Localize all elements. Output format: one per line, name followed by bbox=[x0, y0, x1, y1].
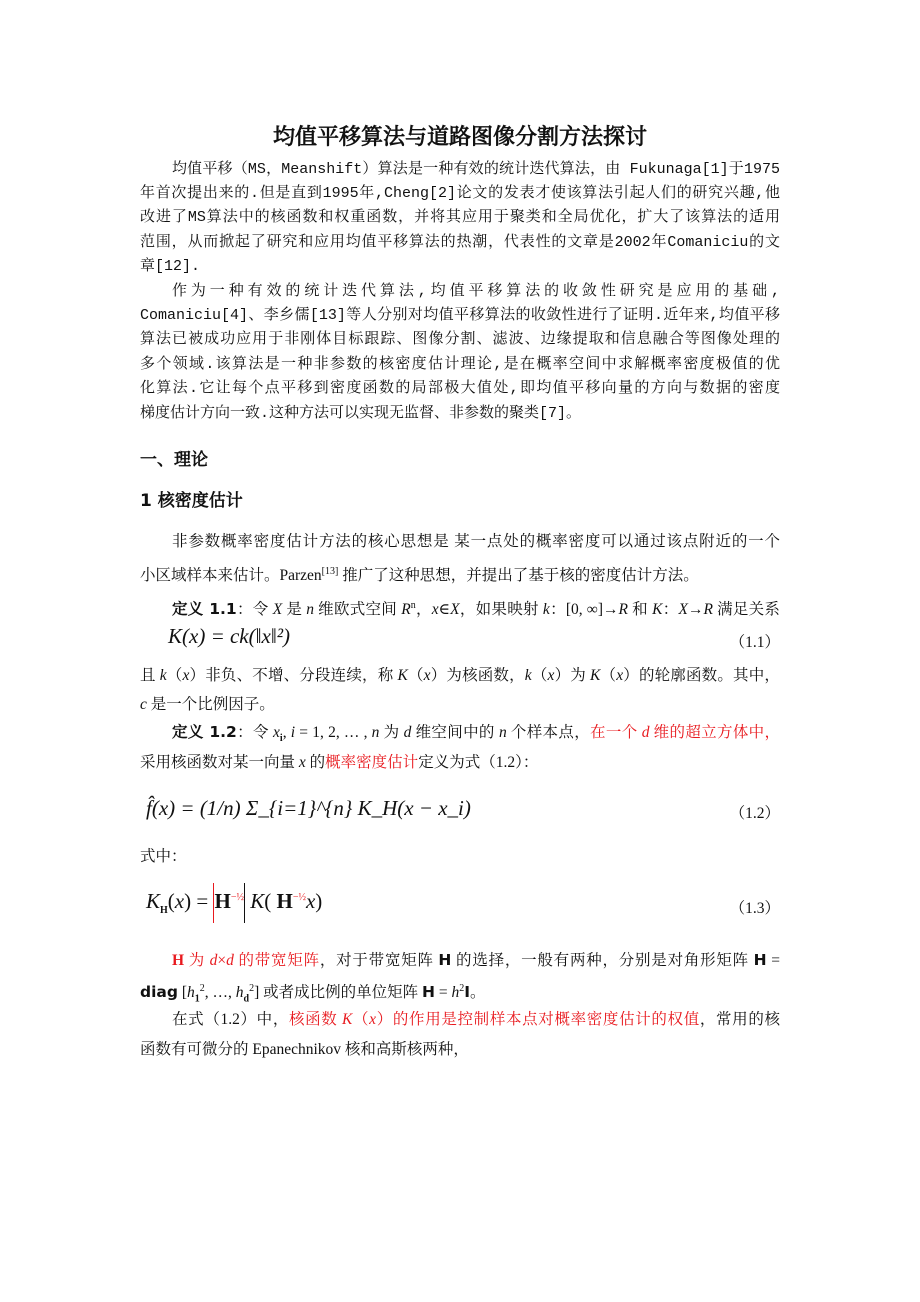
text-line bbox=[140, 184, 780, 204]
text-span: , bbox=[282, 724, 291, 741]
text-span: ）为核函数， bbox=[430, 667, 525, 684]
equation-number: （1.2） bbox=[729, 805, 780, 822]
text-span: d bbox=[403, 724, 412, 741]
text-span: k bbox=[542, 601, 550, 619]
text-line bbox=[172, 950, 780, 971]
text-span: （ bbox=[166, 667, 183, 684]
text-span: H bbox=[753, 951, 767, 969]
text-span: n bbox=[410, 600, 416, 611]
text-line bbox=[140, 233, 780, 253]
highlighted-text: ）的作用是控制样本点对概率密度估计的权值 bbox=[376, 1011, 700, 1028]
text-span: 且 bbox=[140, 667, 160, 684]
text-span: 是一个比例因子。 bbox=[146, 696, 275, 713]
text-span: X bbox=[450, 601, 460, 619]
text-span: K bbox=[590, 667, 601, 684]
text-span: 2 bbox=[249, 983, 255, 994]
text-span: R bbox=[401, 601, 411, 619]
equation-1-3: $K_H(x) = H^{-\frac{1}{2}}$ K( $H^{-\frac{1}{2}}x$) bbox=[146, 883, 322, 923]
text-span: ）非负、不增、分段连续，称 bbox=[189, 667, 398, 684]
text-span: i bbox=[290, 724, 296, 741]
text-span: , …, bbox=[204, 984, 236, 1002]
text-span: 的 bbox=[305, 754, 326, 771]
document-title: 均值平移算法与道路图像分割方法探讨 bbox=[272, 125, 647, 150]
text-span: 2 bbox=[459, 983, 465, 994]
subsection-heading-kde: 1 核密度估计 bbox=[140, 491, 243, 511]
text-span: 算法已被成功应用于非刚体目标跟踪、图像分割、滤波、边缘提取和信息融合等图像处理的 bbox=[140, 331, 780, 348]
highlighted-text: × bbox=[217, 952, 227, 969]
text-span: n bbox=[306, 601, 315, 619]
highlighted-text: 在一个 bbox=[590, 724, 642, 741]
text-span: k bbox=[524, 667, 532, 684]
text-span: 维欧式空间 bbox=[314, 601, 402, 619]
highlighted-text: （ bbox=[352, 1011, 370, 1028]
text-span: 。 bbox=[470, 984, 486, 1002]
text-line bbox=[140, 847, 780, 867]
text-line bbox=[140, 330, 780, 350]
text-span: 小区域样本来估计。Parzen bbox=[140, 567, 322, 585]
text-span: x bbox=[547, 667, 555, 684]
text-line bbox=[140, 1040, 780, 1060]
text-span: 定义为式（1.2）： bbox=[418, 754, 539, 771]
text-span: = 1, 2, … , bbox=[295, 724, 372, 741]
text-span: 是 bbox=[282, 601, 307, 619]
text-span: x bbox=[616, 667, 624, 684]
text-span: ∈ bbox=[438, 601, 451, 619]
text-span: 均值平移（MS，Meanshift）算法是一种有效的统计迭代算法，由 Fukunaga[1]于1975 bbox=[172, 161, 780, 178]
text-span: ）为 bbox=[554, 667, 591, 684]
text-span: h bbox=[235, 984, 244, 1002]
text-span: 年首次提出来的.但是直到1995年,Cheng[2]论文的发表才使该算法引起人们的研究兴趣,他 bbox=[140, 185, 780, 202]
text-span: ：令 bbox=[236, 724, 274, 741]
highlighted-text: 为 bbox=[184, 952, 210, 969]
text-span: 1 bbox=[194, 993, 200, 1005]
text-span: ，如果映射 bbox=[459, 601, 543, 619]
highlighted-text: x bbox=[369, 1011, 377, 1028]
equation-1-1: K(x) = ck(‖x‖²) bbox=[168, 624, 291, 648]
text-span: R bbox=[703, 601, 713, 619]
highlighted-text: d bbox=[226, 952, 234, 969]
text-span: 个样本点， bbox=[506, 724, 591, 741]
text-span: H bbox=[438, 951, 452, 969]
text-span: 改进了MS算法中的核函数和权重函数，并将其应用于聚类和全局优化，扩大了该算法的适用 bbox=[140, 209, 780, 226]
equation-number: （1.1） bbox=[729, 634, 780, 651]
text-span: ：[0, ∞]→ bbox=[549, 601, 619, 619]
text-span: x bbox=[182, 667, 190, 684]
text-span: （ bbox=[531, 667, 548, 684]
text-span: R bbox=[618, 601, 628, 619]
text-span: x bbox=[298, 754, 306, 771]
text-span: [ bbox=[177, 984, 188, 1002]
highlighted-text: 核函数 bbox=[288, 1011, 342, 1028]
text-span: ： bbox=[662, 601, 679, 619]
text-span: 章[12]. bbox=[140, 258, 201, 275]
text-span: diag bbox=[140, 983, 178, 1002]
text-span: ] 或者成比例的单位矩阵 bbox=[254, 984, 422, 1002]
text-span: 为 bbox=[379, 724, 404, 741]
text-span: X bbox=[678, 601, 688, 619]
highlighted-text: 维的超立方体中， bbox=[649, 724, 780, 741]
text-span: 2 bbox=[199, 983, 205, 994]
text-line bbox=[140, 355, 780, 375]
text-span: Comaniciu[4]、李乡儒[13]等人分别对均值平移算法的收敛性进行了证明.近年来,均值平移 bbox=[140, 307, 780, 324]
highlighted-text: H bbox=[172, 952, 185, 969]
text-span: 推广了这种思想，并提出了基于核的密度估计方法。 bbox=[338, 567, 699, 585]
text-span: = bbox=[766, 952, 780, 969]
text-span: K bbox=[652, 601, 663, 619]
equation-1-2: f̂(x) = (1/n) Σ_{i=1}^{n} K_H(x − x_i) bbox=[146, 796, 471, 820]
text-span: ，对于带宽矩阵 bbox=[319, 952, 439, 969]
text-line bbox=[172, 722, 780, 749]
text-span: 维空间中的 bbox=[411, 724, 499, 741]
text-line bbox=[172, 596, 780, 620]
text-span: （ bbox=[600, 667, 617, 684]
text-line bbox=[140, 306, 780, 326]
text-span: d bbox=[243, 993, 250, 1005]
text-line bbox=[140, 666, 780, 686]
text-span: H bbox=[422, 983, 435, 1002]
text-span: 和 bbox=[628, 601, 653, 619]
text-line bbox=[172, 532, 780, 552]
equation-number: （1.3） bbox=[729, 900, 780, 917]
text-span: k bbox=[159, 667, 167, 684]
text-span: ：令 bbox=[236, 601, 273, 619]
text-line bbox=[140, 979, 780, 1009]
text-span: 定义 1.2 bbox=[172, 723, 237, 741]
text-span: K bbox=[397, 667, 408, 684]
text-span: 定义 1.1 bbox=[172, 600, 237, 619]
text-span: 采用核函数对某一向量 bbox=[140, 754, 299, 771]
text-span: 式中： bbox=[140, 848, 187, 865]
text-line bbox=[172, 160, 780, 180]
section-heading-theory: 一、理论 bbox=[140, 450, 208, 470]
text-span: （ bbox=[407, 667, 424, 684]
text-span: c bbox=[140, 696, 147, 713]
text-span: 满足关系 bbox=[712, 601, 780, 619]
text-span: = bbox=[434, 984, 452, 1002]
text-line bbox=[140, 753, 780, 773]
text-span: 非参数概率密度估计方法的核心思想是 某一点处的概率密度可以通过该点附近的一个 bbox=[172, 533, 780, 550]
text-span: 范围，从而掀起了研究和应用均值平移算法的热潮，代表性的文章是2002年Comaniciu的文 bbox=[140, 234, 780, 251]
text-span: [13] bbox=[321, 566, 339, 577]
text-span: n bbox=[498, 724, 507, 741]
highlighted-text: d bbox=[209, 952, 218, 969]
text-span: 函数有可微分的 Epanechnikov 核和高斯核两种， bbox=[140, 1041, 469, 1058]
text-span: 在式（1.2）中， bbox=[172, 1011, 289, 1028]
text-span: 作为一种有效的统计迭代算法,均值平移算法的收敛性研究是应用的基础, bbox=[172, 283, 780, 300]
text-span: i bbox=[279, 733, 283, 745]
text-line bbox=[140, 562, 780, 586]
text-span: 梯度估计方向一致.这种方法可以实现无监督、非参数的聚类[7]。 bbox=[140, 405, 582, 422]
text-line bbox=[172, 282, 780, 302]
text-span: x bbox=[273, 724, 280, 741]
text-span: ）的轮廓函数。其中， bbox=[623, 667, 780, 684]
highlighted-text: 概率密度估计 bbox=[325, 754, 419, 771]
text-span: ， bbox=[415, 601, 432, 619]
text-line bbox=[140, 379, 780, 399]
text-span: ，常用的核 bbox=[699, 1011, 780, 1028]
text-span: x bbox=[431, 601, 439, 619]
text-span: x bbox=[423, 667, 431, 684]
text-line bbox=[140, 257, 780, 277]
text-span: I bbox=[464, 983, 471, 1002]
highlighted-text: d bbox=[641, 724, 650, 741]
text-line bbox=[140, 404, 780, 424]
highlighted-text: 的带宽矩阵 bbox=[233, 952, 320, 969]
text-line bbox=[172, 1010, 780, 1030]
highlighted-text: K bbox=[342, 1011, 353, 1028]
text-span: 多个领域.该算法是一种非参数的核密度估计理论,是在概率空间中求解概率密度极值的优 bbox=[140, 356, 780, 373]
text-line bbox=[140, 208, 780, 228]
text-span: 化算法.它让每个点平移到密度函数的局部极大值处,即均值平移向量的方向与数据的密度 bbox=[140, 380, 780, 397]
text-line bbox=[140, 695, 780, 715]
text-span: n bbox=[371, 724, 380, 741]
text-span: X bbox=[272, 601, 283, 619]
text-span: h bbox=[451, 984, 460, 1002]
text-span: 的选择，一般有两种，分别是对角形矩阵 bbox=[451, 952, 754, 969]
text-span: h bbox=[187, 984, 195, 1002]
text-span: → bbox=[687, 601, 704, 619]
